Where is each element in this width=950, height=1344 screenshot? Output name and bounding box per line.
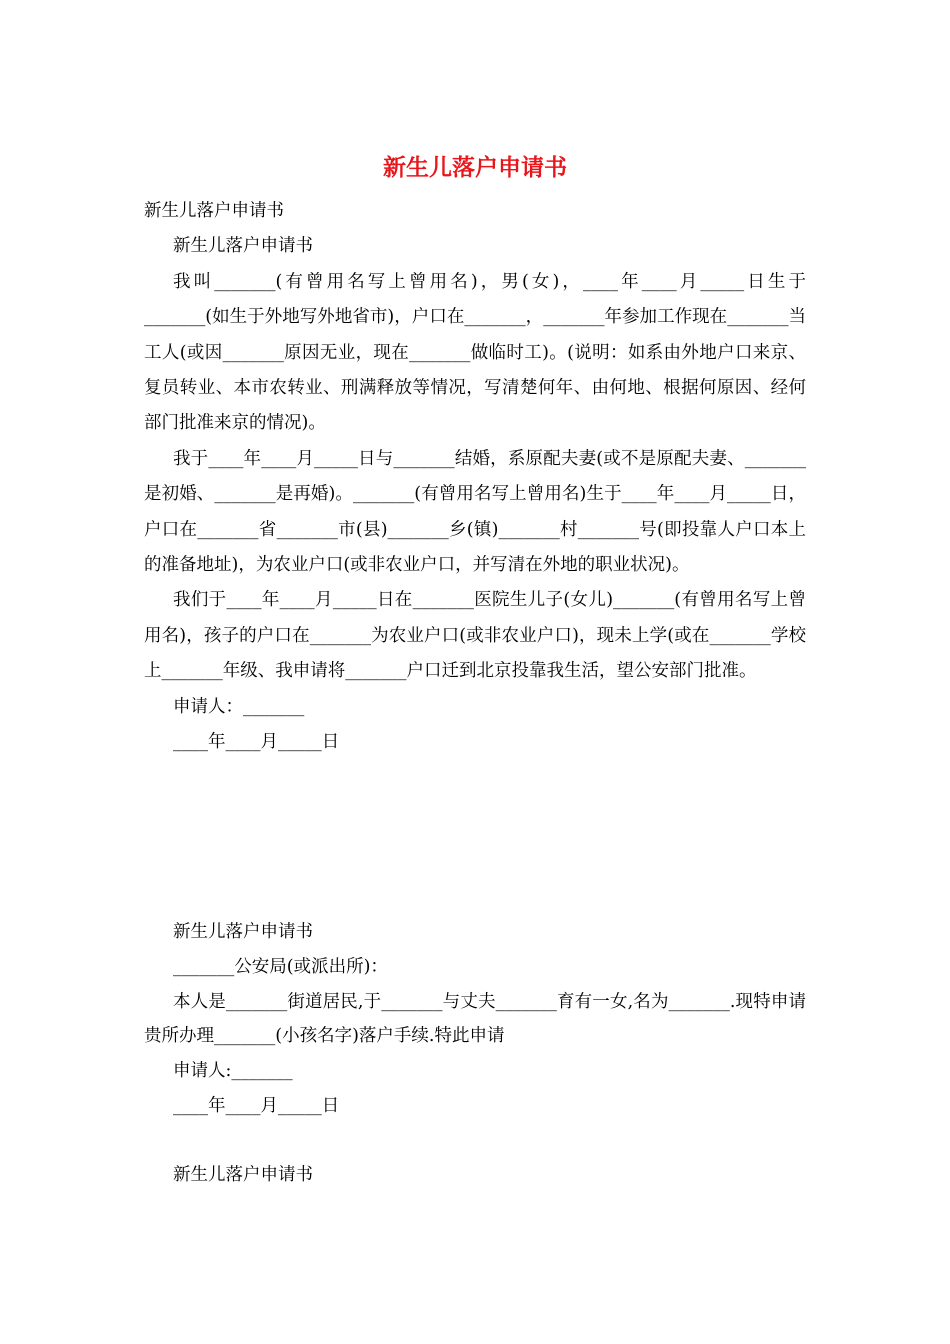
section-1-paragraph-1: 我叫_______(有曾用名写上曾用名)，男(女)，____年____月_____日生于_______(如生于外地写外地省市)，户口在_______，_______年参加工作现在_______当工人(或因_______原因无业，现在_______做临时工)。(说明：如系由外地户口来京、复员转业、本市农转业、刑满释放等情况，写清楚何年、由何地、根据何原因、经何部门批准来京的情况)。 xyxy=(144,271,806,434)
section-2 xyxy=(144,915,806,1124)
section-1-date: ____年____月_____日 xyxy=(173,732,340,753)
section-2-applicant: 申请人:_______ xyxy=(173,1061,293,1082)
section-2-paragraph-1: 本人是_______街道居民,于_______与丈夫_______育有一女,名为_______.现特申请贵所办理_______(小孩名字)落户手续.特此申请 xyxy=(144,991,806,1047)
section-1-paragraph-2: 我于____年____月_____日与_______结婚，系原配夫妻(或不是原配夫妻、_______是初婚、_______是再婚)。_______(有曾用名写上曾用名)生于____年____月_____日，户口在_______省_______市(县)_______乡(镇)_______村_______号(即投靠人户口本上的准备地址)，为农业户口(或非农业户口，并写清在外地的职业状况)。 xyxy=(144,448,806,576)
section-3-heading: 新生儿落户申请书 xyxy=(173,1165,313,1185)
section-1 xyxy=(144,194,806,761)
section-2-addressee: _______公安局(或派出所)： xyxy=(173,956,388,977)
section-1-heading: 新生儿落户申请书 xyxy=(173,236,313,257)
section-2-date: ____年____月_____日 xyxy=(173,1095,340,1116)
section-2-heading: 新生儿落户申请书 xyxy=(173,922,313,942)
section-1-paragraph-3: 我们于____年____月_____日在_______医院生儿子(女儿)_______(有曾用名写上曾用名)，孩子的户口在_______为农业户口(或非农业户口)，现未上学(或在_______学校上_______年级、我申请将_______户口迁到北京投靠我生活，望公安部门批准。 xyxy=(144,590,806,682)
section-1-heading-plain: 新生儿落户申请书 xyxy=(144,201,284,221)
document-title: 新生儿落户申请书 xyxy=(383,154,567,181)
section-1-applicant: 申请人：_______ xyxy=(173,696,305,717)
